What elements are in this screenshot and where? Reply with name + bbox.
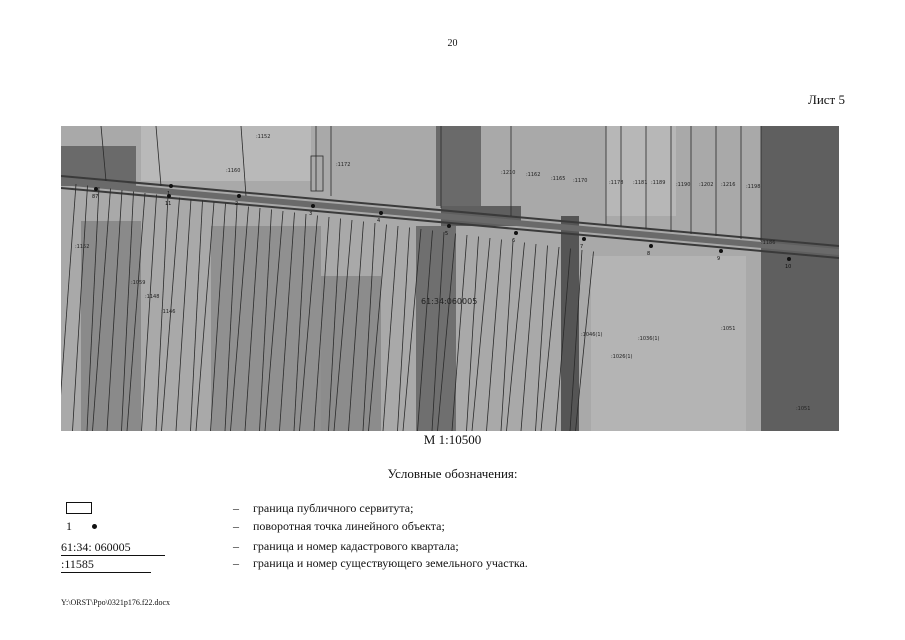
legend-text-quarter: граница и номер кадастрового квартала; [253,539,459,553]
parcel-label: :1160 [226,168,241,174]
parcel-label: :1189 [651,180,666,186]
turning-point-dot-icon [92,524,97,529]
legend-dash: – [233,556,239,570]
parcel-label: :1202 [699,182,714,188]
legend-dash: – [233,501,239,515]
turning-point [94,187,98,191]
parcel-label: :1148 [145,294,160,300]
turning-point-label: 4 [377,218,381,224]
turning-point-label: 1 [167,191,171,197]
parcel-label: :1190 [676,182,691,188]
turning-point-label: 3 [309,211,313,217]
turning-point [787,257,791,261]
parcel-label: :1216 [721,182,736,188]
turning-point [379,211,383,215]
turning-point [447,224,451,228]
parcel-label: :1181 [633,180,648,186]
parcel-label: :1046(1) [581,332,603,338]
map-scale: М 1:10500 [423,432,482,447]
turning-point [514,231,518,235]
page-number: 20 [447,38,458,49]
servitude-boundary-symbol [66,502,92,514]
turning-point-label: 8 [647,251,651,257]
parcel-label: :1146 [161,309,176,315]
parcel-label: :1165 [551,176,566,182]
turning-point-label: 2 [235,201,239,207]
parcel-label: :1210 [501,170,516,176]
map-drawing [61,126,839,431]
turning-point-label: 6 [512,238,516,244]
turning-point-label: 5 [445,231,449,237]
turning-point [169,184,173,188]
legend-title: Условные обозначения: [387,466,518,481]
legend-text-turning-point: поворотная точка линейного объекта; [253,519,445,533]
legend-dash: – [233,539,239,553]
parcel-label: :1051 [721,326,736,332]
turning-point-label: 10 [785,264,792,270]
parcel-label: :1186 [761,240,776,246]
legend-text-servitude: граница публичного сервитута; [253,501,414,515]
file-path: Y:\ORST\Ppo\0321p176.f22.docx [61,598,171,607]
turning-point [311,204,315,208]
turning-point-label: 87 [92,194,99,200]
turning-point [649,244,653,248]
legend-dash: – [233,519,239,533]
quarter-label: 61:34:060005 [421,297,478,306]
parcel-label: :1178 [609,180,624,186]
parcel-label: :1172 [336,162,351,168]
parcel-label: :1170 [573,178,588,184]
turning-point-label: 9 [717,256,721,262]
cadastral-map [61,126,839,431]
parcel-label: :1059 [131,280,146,286]
turning-point-number: 1 [66,519,72,533]
land-parcel-symbol: :11585 [61,557,151,573]
parcel-label: :1036(1) [638,336,660,342]
cadastral-quarter-symbol: 61:34: 060005 [61,540,165,556]
turning-point [719,249,723,253]
parcel-label: :1051 [796,406,811,412]
parcel-label: :1026(1) [611,354,633,360]
sheet-label: Лист 5 [808,92,845,107]
turning-point [237,194,241,198]
legend-text-parcel: граница и номер существующего земельного участка. [253,556,528,570]
parcel-label: :1162 [526,172,541,178]
turning-point-label: 7 [580,244,584,250]
turning-point-label: 11 [165,201,172,207]
turning-point [582,237,586,241]
parcel-label: :1198 [746,184,761,190]
parcel-label: :1152 [75,244,90,250]
parcel-label: :1152 [256,134,271,140]
